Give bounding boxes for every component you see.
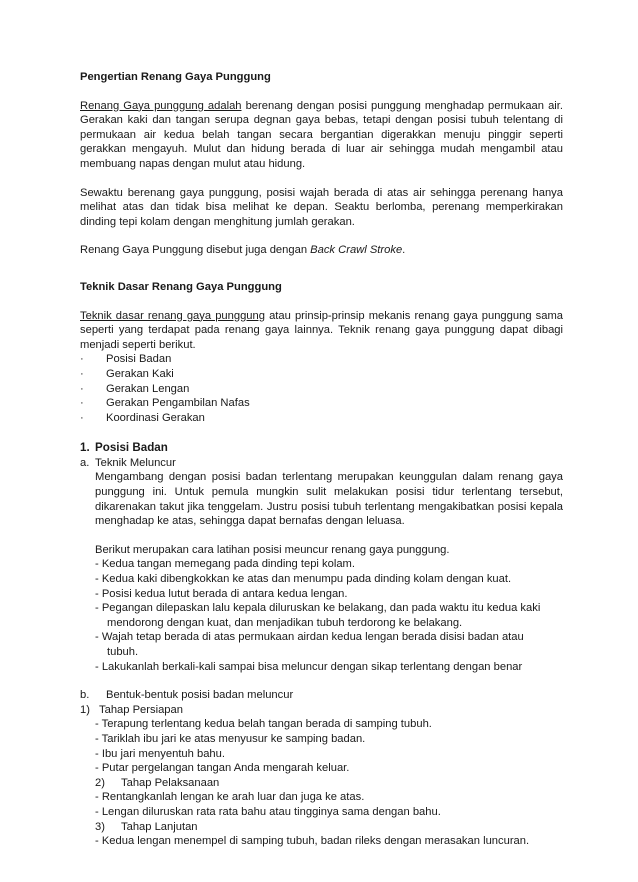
- definition-term: Renang Gaya punggung adalah: [80, 99, 242, 112]
- teknik-bullet-list: [80, 352, 563, 425]
- step-heading-1: [80, 703, 563, 718]
- alias-text: Renang Gaya Punggung disebut juga dengan: [80, 244, 311, 257]
- bullet-text: Gerakan Lengan: [106, 382, 190, 395]
- list-item: [95, 557, 563, 572]
- bullet-text: Gerakan Pengambilan Nafas: [106, 397, 250, 410]
- list-item: [95, 587, 563, 602]
- list-item: [80, 367, 563, 382]
- teknik-text: atau prinsip-prinsip mekanis renang gaya punggung sama seperti yang terdapat pada renang gaya lainnya. Teknik renang gaya punggung dapat dibagi menjadi seperti berikut.: [80, 309, 563, 351]
- step-number: 1): [80, 703, 90, 716]
- list-item: - Tariklah ibu jari ke atas menyusur ke samping badan.: [95, 732, 366, 745]
- latihan-list: [95, 557, 563, 674]
- alias-end: .: [402, 244, 406, 257]
- list-item: [80, 396, 563, 411]
- sub-title: Bentuk-bentuk posisi badan meluncur: [106, 689, 294, 702]
- item-text: - Kedua kaki dibengkokkan ke atas dan menumpu pada dinding kolam dengan kuat.: [95, 573, 512, 586]
- bullet-dot: ·: [80, 353, 84, 366]
- step-1-list: [95, 717, 563, 775]
- list-item: [95, 601, 563, 630]
- definition-text: berenang dengan posisi punggung menghadap permukaan air. Gerakan kaki dan tangan serupa degnan gaya bebas, tetapi dengan posisi tubuh telentang di permukaan air kedua belah tangan secara bergantian digerakkan menuju pinggir seperti gerakkan mengayuh. Mulut dan hidung berada di luar air sehingga mudah mengambil atau membuang napas dengan mulut atau hidung.: [80, 99, 563, 170]
- alias-italic: Back Crawl Stroke: [310, 244, 403, 257]
- subheading-bentuk: [80, 688, 563, 703]
- step-heading-3: [95, 820, 563, 835]
- item-text: - Pegangan dilepaskan lalu kepala diluruskan ke belakang, dan pada waktu itu kedua kaki: [95, 602, 541, 615]
- bullet-dot: ·: [80, 411, 84, 424]
- paragraph-definition: [80, 99, 563, 172]
- list-item: [95, 660, 563, 675]
- step-title: Tahap Lanjutan: [121, 820, 198, 833]
- step-2-list: [95, 790, 563, 819]
- item-continuation: tubuh.: [107, 646, 139, 658]
- section-heading-text: Posisi Badan: [95, 441, 168, 455]
- sub-title: Teknik Meluncur: [95, 456, 176, 469]
- bullet-dot: ·: [80, 397, 84, 410]
- item-text: - Posisi kedua lutut berada di antara kedua lengan.: [95, 587, 348, 600]
- sub-label: b.: [80, 689, 90, 702]
- document-page: [80, 70, 563, 849]
- section-title-teknik: Teknik Dasar Renang Gaya Punggung: [80, 280, 282, 293]
- bullet-dot: ·: [80, 367, 84, 380]
- list-item: - Kedua lengan menempel di samping tubuh, badan rileks dengan merasakan luncuran.: [95, 835, 530, 848]
- paragraph-face-position: Sewaktu berenang gaya punggung, posisi wajah berada di atas air sehingga perenang hanya melihat atas dan tidak bisa melihat ke depan. Seaktu berlomba, perenang memperkirakan dinding tepi kolam dengan menghitung jumlah gerakan.: [80, 186, 563, 228]
- paragraph-meluncur: Mengambang dengan posisi badan terlentang merupakan keunggulan dalam renang gaya punggung ini. Untuk pemula mungkin sulit melakukan posisi tidur terlentang tersebut, dikarenakan takut jika tenggelam. Justru posisi tubuh terlentang mengakibatkan posisi kepala menghadap ke atas, sehingga dapat bernafas dengan leluasa.: [95, 471, 563, 528]
- bullet-dot: ·: [80, 382, 84, 395]
- step-number: 3): [95, 820, 105, 833]
- list-item: - Rentangkanlah lengan ke arah luar dan juga ke atas.: [95, 791, 365, 804]
- list-item: [80, 411, 563, 426]
- sub-label: a.: [80, 456, 90, 469]
- step-title: Tahap Pelaksanaan: [121, 776, 220, 789]
- section-heading-posisi-badan: [80, 441, 563, 456]
- item-continuation: mendorong dengan kuat, dan menjadikan tubuh terdorong ke belakang.: [107, 616, 463, 629]
- list-item: - Lengan diluruskan rata rata bahu atau tingginya sama dengan bahu.: [95, 805, 441, 818]
- section-number: 1.: [80, 441, 90, 455]
- latihan-intro: Berikut merupakan cara latihan posisi meuncur renang gaya punggung.: [95, 543, 450, 556]
- teknik-term: Teknik dasar renang gaya punggung: [80, 309, 265, 322]
- list-item: [95, 630, 563, 659]
- list-item: [80, 352, 563, 367]
- list-item: - Putar pergelangan tangan Anda mengarah keluar.: [95, 762, 350, 775]
- bullet-text: Gerakan Kaki: [106, 367, 174, 380]
- paragraph-alias: [80, 243, 563, 258]
- list-item: [95, 572, 563, 587]
- list-item: [80, 382, 563, 397]
- bullet-text: Posisi Badan: [106, 353, 172, 366]
- step-heading-2: [95, 776, 563, 791]
- list-item: - Ibu jari menyentuh bahu.: [95, 747, 225, 760]
- step-number: 2): [95, 776, 105, 789]
- item-text: - Kedua tangan memegang pada dinding tepi kolam.: [95, 558, 355, 571]
- list-item: - Terapung terlentang kedua belah tangan berada di samping tubuh.: [95, 718, 432, 731]
- bullet-text: Koordinasi Gerakan: [106, 411, 205, 424]
- step-3-list: [95, 834, 563, 849]
- section-title-pengertian: Pengertian Renang Gaya Punggung: [80, 71, 271, 83]
- item-text: - Lakukanlah berkali-kali sampai bisa meluncur dengan sikap terlentang dengan benar: [95, 660, 523, 673]
- subheading-teknik-meluncur: [80, 456, 563, 471]
- item-text: - Wajah tetap berada di atas permukaan airdan kedua lengan berada disisi badan atau: [95, 631, 524, 644]
- paragraph-teknik: [80, 309, 563, 353]
- step-title: Tahap Persiapan: [99, 703, 183, 716]
